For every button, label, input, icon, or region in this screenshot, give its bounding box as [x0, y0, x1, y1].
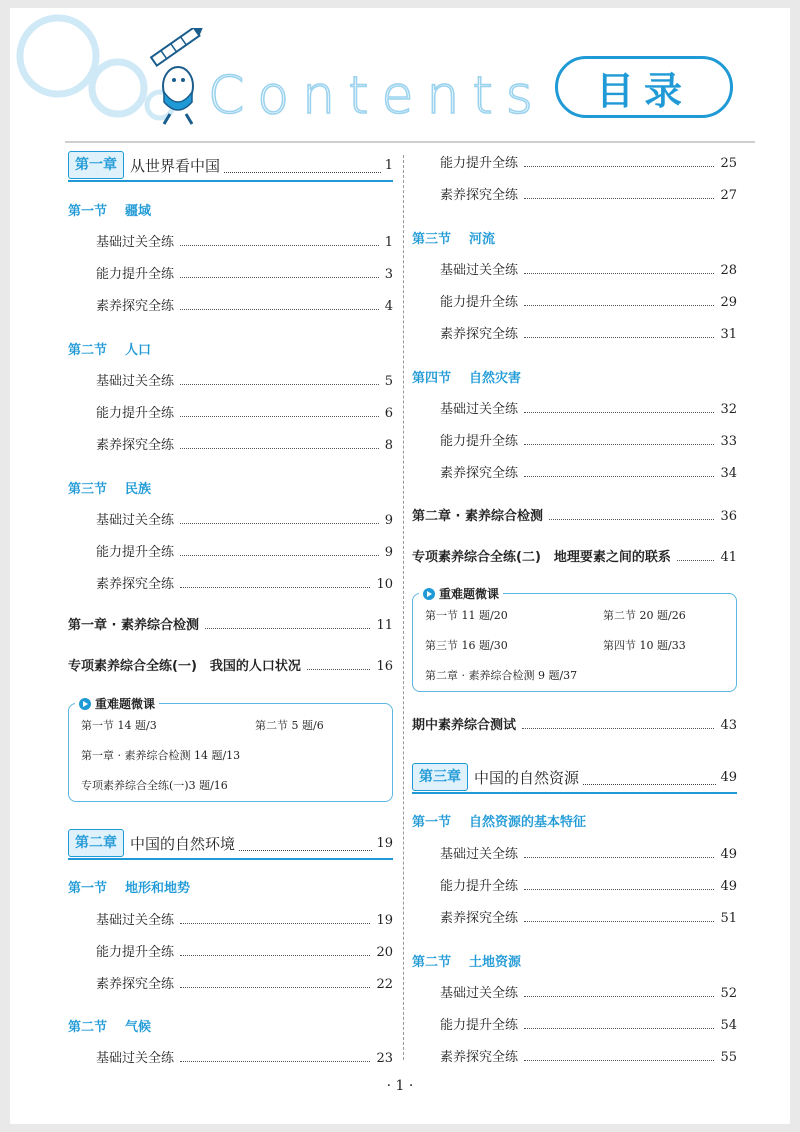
toc-entry[interactable]	[96, 542, 393, 560]
toc-entry[interactable]	[96, 264, 393, 282]
leader-dots	[524, 857, 714, 858]
leader-dots	[524, 305, 714, 306]
leader-dots	[524, 889, 714, 890]
toc-entry[interactable]	[96, 910, 393, 928]
leader-dots	[524, 412, 714, 413]
entry-name: 能力提升全练	[440, 434, 519, 449]
toc-entry[interactable]	[440, 908, 737, 926]
chapter-heading[interactable]	[412, 762, 737, 792]
entry-name: 能力提升全练	[440, 879, 519, 894]
entry-name: 基础过关全练	[96, 1051, 175, 1066]
chapter-review-entry[interactable]	[412, 506, 737, 524]
entry-page: 31	[720, 327, 737, 342]
entry-page: 52	[720, 986, 737, 1001]
leader-dots	[205, 628, 370, 629]
chapter-review-entry[interactable]	[68, 615, 393, 633]
micro-lesson-title: 重难题微课	[439, 587, 500, 601]
micro-lesson-item[interactable]: 第二节 20 题/26	[603, 609, 686, 622]
toc-entry[interactable]	[440, 292, 737, 310]
entry-name: 素养探究全练	[96, 299, 175, 314]
toc-entry[interactable]	[96, 371, 393, 389]
special-practice-entry[interactable]	[68, 656, 393, 674]
entry-page: 54	[720, 1018, 737, 1033]
entry-name: 素养探究全练	[440, 188, 519, 203]
entry-name: 素养探究全练	[440, 466, 519, 481]
leader-dots	[180, 955, 370, 956]
toc-entry[interactable]	[440, 463, 737, 481]
section-heading[interactable]	[68, 1016, 151, 1035]
micro-lesson-item[interactable]: 第二章 · 素养综合检测 9 题/37	[425, 669, 578, 682]
entry-name: 素养探究全练	[440, 1050, 519, 1065]
entry-name: 第一章 · 素养综合检测	[68, 618, 199, 633]
entry-name: 素养探究全练	[96, 438, 175, 453]
header-divider	[65, 141, 755, 143]
section-heading[interactable]	[68, 200, 151, 219]
entry-name: 基础过关全练	[96, 374, 175, 389]
entry-page: 25	[720, 156, 737, 171]
toc-entry[interactable]	[440, 1047, 737, 1065]
leader-dots	[549, 519, 714, 520]
toc-entry[interactable]	[96, 296, 393, 314]
chapter-page: 49	[720, 769, 737, 785]
toc-entry[interactable]	[440, 185, 737, 203]
entry-name: 基础过关全练	[440, 402, 519, 417]
toc-entry[interactable]	[440, 260, 737, 278]
toc-entry[interactable]	[440, 324, 737, 342]
entry-name: 基础过关全练	[96, 913, 175, 928]
entry-page: 27	[720, 188, 737, 203]
section-number: 第三节	[68, 482, 108, 497]
chapter-underline	[68, 180, 393, 182]
leader-dots	[524, 337, 714, 338]
section-title: 人口	[125, 343, 152, 358]
toc-entry[interactable]	[440, 844, 737, 862]
leader-dots	[180, 384, 379, 385]
entry-name: 能力提升全练	[96, 267, 175, 282]
micro-lesson-label	[75, 695, 159, 712]
section-title: 自然灾害	[469, 371, 522, 386]
section-number: 第一节	[68, 881, 108, 896]
entry-name: 基础过关全练	[440, 986, 519, 1001]
entry-name: 能力提升全练	[440, 1018, 519, 1033]
entry-page: 49	[720, 879, 737, 894]
entry-name: 基础过关全练	[96, 235, 175, 250]
toc-entry[interactable]	[96, 574, 393, 592]
section-heading[interactable]	[412, 811, 586, 830]
entry-name: 素养探究全练	[96, 977, 175, 992]
entry-page: 28	[720, 263, 737, 278]
entry-page: 1	[384, 235, 393, 250]
toc-entry[interactable]	[440, 431, 737, 449]
entry-name: 能力提升全练	[96, 545, 175, 560]
entry-page: 41	[720, 550, 737, 565]
entry-name: 素养探究全练	[440, 911, 519, 926]
chapter-title: 中国的自然资源	[474, 768, 580, 787]
column-divider	[403, 155, 404, 1060]
toc-entry[interactable]	[440, 983, 737, 1001]
section-heading[interactable]	[68, 339, 151, 358]
leader-dots	[180, 523, 379, 524]
leader-dots	[180, 245, 379, 246]
section-heading[interactable]	[412, 367, 521, 386]
entry-page: 20	[376, 945, 393, 960]
leader-dots	[583, 770, 716, 785]
entry-name: 专项素养综合全练(二) 地理要素之间的联系	[412, 550, 671, 565]
entry-page: 3	[384, 267, 393, 282]
toc-entry[interactable]	[96, 435, 393, 453]
entry-name: 素养探究全练	[440, 327, 519, 342]
contents-heading: Contents	[208, 66, 546, 126]
chapter-underline	[68, 858, 393, 860]
micro-lesson-item[interactable]: 第二节 5 题/6	[255, 719, 324, 732]
leader-dots	[180, 555, 379, 556]
special-practice-entry[interactable]	[412, 547, 737, 565]
chapter-tag: 第三章	[412, 763, 468, 791]
section-number: 第一节	[68, 204, 108, 219]
entry-page: 22	[376, 977, 393, 992]
section-number: 第四节	[412, 371, 452, 386]
entry-page: 4	[384, 299, 393, 314]
entry-page: 5	[384, 374, 393, 389]
entry-name: 专项素养综合全练(一) 我国的人口状况	[68, 659, 301, 674]
leader-dots	[524, 273, 714, 274]
toc-entry[interactable]	[440, 399, 737, 417]
micro-lesson-item[interactable]: 第一节 11 题/20	[425, 609, 508, 622]
leader-dots	[180, 987, 370, 988]
section-number: 第二节	[68, 1020, 108, 1035]
leader-dots	[524, 476, 714, 477]
toc-entry[interactable]	[96, 942, 393, 960]
entry-page: 34	[720, 466, 737, 481]
page-title: 目录	[595, 68, 692, 113]
entry-page: 33	[720, 434, 737, 449]
entry-page: 8	[384, 438, 393, 453]
entry-page: 10	[376, 577, 393, 592]
section-title: 疆域	[125, 204, 152, 219]
leader-dots	[524, 198, 714, 199]
toc-entry[interactable]	[96, 974, 393, 992]
toc-entry[interactable]	[440, 1015, 737, 1033]
leader-dots	[524, 921, 714, 922]
micro-lesson-box	[412, 587, 737, 692]
chapter-underline	[412, 792, 737, 794]
section-title: 土地资源	[469, 955, 522, 970]
section-heading[interactable]	[412, 228, 495, 247]
section-number: 第一节	[412, 815, 452, 830]
micro-lesson-item[interactable]: 第一章 · 素养综合检测 14 题/13	[81, 749, 241, 762]
chapter-heading[interactable]	[68, 828, 393, 858]
entry-page: 51	[720, 911, 737, 926]
micro-lesson-label	[419, 585, 503, 602]
entry-page: 9	[384, 545, 393, 560]
entry-page: 55	[720, 1050, 737, 1065]
entry-page: 49	[720, 847, 737, 862]
entry-name: 基础过关全练	[440, 263, 519, 278]
leader-dots	[522, 728, 714, 729]
section-number: 第二节	[412, 955, 452, 970]
toc-entry[interactable]	[440, 153, 737, 171]
section-title: 自然资源的基本特征	[469, 815, 587, 830]
entry-page: 43	[720, 718, 737, 733]
play-icon	[79, 698, 91, 710]
chapter-heading[interactable]	[68, 150, 393, 180]
chapter-title: 从世界看中国	[130, 156, 221, 175]
entry-name: 期中素养综合测试	[412, 718, 517, 733]
section-heading[interactable]	[68, 478, 151, 497]
section-title: 河流	[469, 232, 496, 247]
entry-page: 29	[720, 295, 737, 310]
chapter-page: 19	[376, 835, 393, 851]
play-icon	[423, 588, 435, 600]
micro-lesson-box	[68, 697, 393, 802]
toc-entry[interactable]	[96, 232, 393, 250]
section-title: 民族	[125, 482, 152, 497]
entry-page: 11	[376, 618, 393, 633]
micro-lesson-item[interactable]: 第一节 14 题/3	[81, 719, 157, 732]
chapter-tag: 第二章	[68, 829, 124, 857]
page-header	[10, 8, 790, 143]
entry-page: 36	[720, 509, 737, 524]
section-title: 地形和地势	[125, 881, 191, 896]
micro-lesson-item[interactable]: 专项素养综合全练(一)3 题/16	[81, 779, 228, 792]
pencil-mascot-icon	[140, 28, 210, 128]
entry-page: 19	[376, 913, 393, 928]
toc-entry[interactable]	[96, 1048, 393, 1066]
entry-name: 能力提升全练	[440, 156, 519, 171]
entry-name: 第二章 · 素养综合检测	[412, 509, 543, 524]
toc-entry[interactable]	[96, 403, 393, 421]
micro-lesson-item[interactable]: 第四节 10 题/33	[603, 639, 686, 652]
section-number: 第三节	[412, 232, 452, 247]
micro-lesson-item[interactable]: 第三节 16 题/30	[425, 639, 508, 652]
section-title: 气候	[125, 1020, 152, 1035]
section-heading[interactable]	[412, 951, 521, 970]
leader-dots	[524, 996, 714, 997]
chapter-title: 中国的自然环境	[130, 834, 236, 853]
entry-name: 能力提升全练	[440, 295, 519, 310]
section-heading[interactable]	[68, 877, 190, 896]
leader-dots	[180, 448, 379, 449]
toc-entry[interactable]	[96, 510, 393, 528]
entry-page: 6	[384, 406, 393, 421]
leader-dots	[524, 166, 714, 167]
leader-dots	[180, 416, 379, 417]
entry-page: 32	[720, 402, 737, 417]
leader-dots	[677, 560, 715, 561]
entry-name: 能力提升全练	[96, 406, 175, 421]
entry-name: 基础过关全练	[440, 847, 519, 862]
leader-dots	[180, 1061, 370, 1062]
leader-dots	[180, 309, 379, 310]
title-badge	[555, 56, 733, 118]
leader-dots	[180, 923, 370, 924]
leader-dots	[180, 277, 379, 278]
entry-page: 16	[376, 659, 393, 674]
leader-dots	[224, 158, 381, 173]
chapter-page: 1	[384, 157, 393, 173]
entry-name: 能力提升全练	[96, 945, 175, 960]
micro-lesson-title: 重难题微课	[95, 697, 156, 711]
section-number: 第二节	[68, 343, 108, 358]
midterm-entry[interactable]	[412, 715, 737, 733]
entry-page: 23	[376, 1051, 393, 1066]
leader-dots	[239, 836, 372, 851]
entry-name: 素养探究全练	[96, 577, 175, 592]
leader-dots	[307, 669, 371, 670]
toc-page	[10, 8, 790, 1124]
leader-dots	[524, 444, 714, 445]
leader-dots	[524, 1060, 714, 1061]
entry-page: 9	[384, 513, 393, 528]
leader-dots	[180, 587, 370, 588]
page-number: · 1 ·	[386, 1078, 414, 1094]
leader-dots	[524, 1028, 714, 1029]
chapter-tag: 第一章	[68, 151, 124, 179]
toc-entry[interactable]	[440, 876, 737, 894]
entry-name: 基础过关全练	[96, 513, 175, 528]
